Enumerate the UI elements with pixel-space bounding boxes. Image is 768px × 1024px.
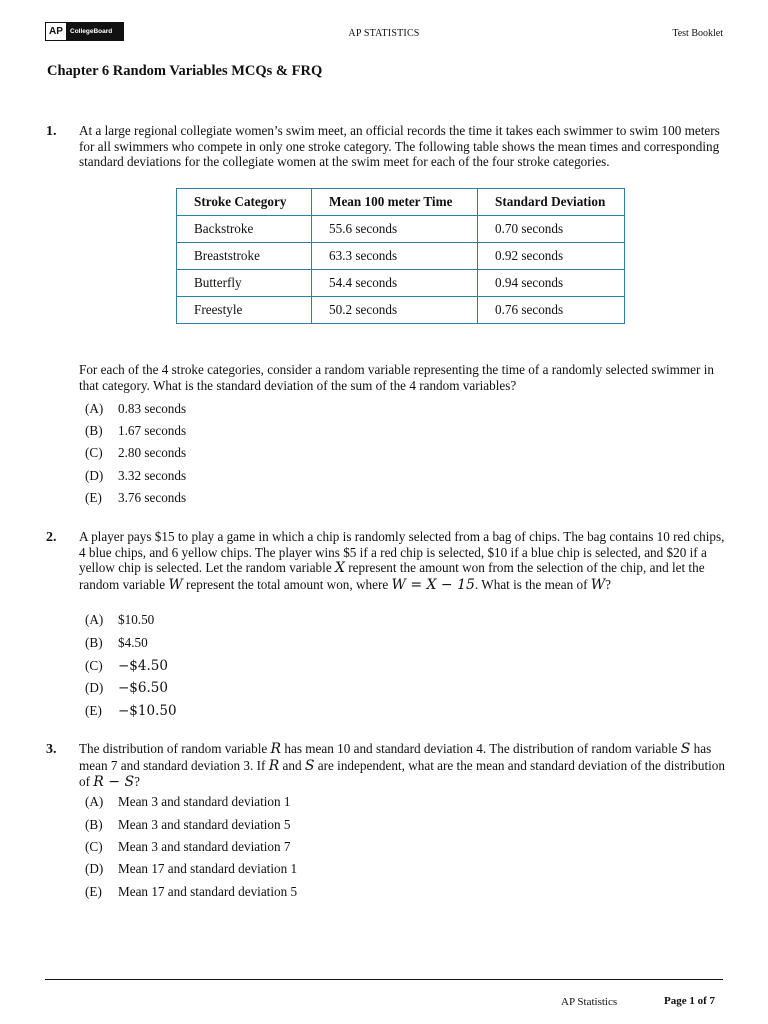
q3-text-part: ? [134, 774, 140, 789]
q2-text-part: A player pays $15 to play a game in which a chip is randomly selected from a bag of chips. The bag contains 10 red chips, 4 blue chips, and 6 yellow chips. The player wins $5 if a red chip is selected, $10 if a blue chip is selected, and $20 if a yellow chip is selected. Let the random variable [79, 529, 725, 575]
q2-option-d[interactable] [85, 680, 168, 696]
table-cell: 0.70 seconds [478, 216, 625, 243]
question-2-text [79, 529, 727, 593]
table-cell: 55.6 seconds [312, 216, 478, 243]
option-text: 3.76 seconds [118, 490, 187, 505]
table-row [177, 216, 625, 243]
header-subject: AP STATISTICS [348, 28, 420, 39]
page-title: Chapter 6 Random Variables MCQs & FRQ [47, 63, 323, 79]
table-cell: 63.3 seconds [312, 243, 478, 270]
option-label: (D) [85, 680, 104, 695]
q1-option-b[interactable] [85, 423, 186, 439]
option-label: (E) [85, 884, 102, 899]
option-label: (A) [85, 794, 104, 809]
option-label: (C) [85, 445, 103, 460]
option-text: Mean 3 and standard deviation 7 [118, 839, 291, 854]
q2-text-part: . What is the mean of [474, 576, 591, 592]
footer-subject: AP Statistics [561, 996, 618, 1008]
option-label: (A) [85, 612, 104, 627]
table-row [177, 270, 625, 297]
header-booklet: Test Booklet [672, 28, 723, 39]
q3-var-s: S [680, 741, 691, 757]
q3-text-part: has mean 7 and standard deviation 3. If [79, 741, 712, 773]
table-cell: 0.94 seconds [478, 270, 625, 297]
q3-option-b[interactable] [85, 817, 291, 833]
q3-var-s2: S [304, 757, 315, 774]
q2-var-w2: W [590, 576, 606, 593]
logo-ap: AP [46, 23, 67, 40]
table-cell: Backstroke [177, 216, 312, 243]
q2-var-w: W [168, 576, 183, 593]
q1-option-a[interactable] [85, 401, 186, 417]
option-label: (D) [85, 861, 104, 876]
option-text: 0.83 seconds [118, 401, 187, 416]
q2-option-a[interactable] [85, 612, 154, 628]
option-text: Mean 17 and standard deviation 1 [118, 861, 298, 876]
q3-text-part: has mean 10 and standard deviation 4. The distribution of random variable [281, 741, 681, 756]
question-1-text: At a large regional collegiate women’s swim meet, an official records the time it takes each swimmer to swim 100 meters for all swimmers who compete in only one stroke category. The following table shows the mean times and corresponding standard deviations for the collegiate women at the swim meet for each of the four stroke categories. [79, 123, 720, 169]
option-text: −$6.50 [118, 680, 168, 696]
table-cell: Butterfly [177, 270, 312, 297]
footer-page-number: Page 1 of 7 [664, 995, 716, 1007]
option-label: (B) [85, 423, 103, 438]
table-row [177, 243, 625, 270]
q3-equation: R − S [93, 774, 135, 790]
q3-var-r: R [270, 741, 282, 757]
table-header-row [177, 189, 625, 216]
option-label: (E) [85, 703, 102, 718]
option-text: $10.50 [118, 612, 155, 627]
q1-option-e[interactable] [85, 490, 186, 506]
question-3-text [79, 741, 727, 791]
option-label: (D) [85, 468, 104, 483]
q2-equation: W = X − 15 [391, 576, 475, 593]
q2-option-e[interactable] [85, 703, 177, 719]
q3-option-e[interactable] [85, 884, 297, 900]
question-3-number: 3. [46, 742, 57, 757]
table-cell: 0.76 seconds [478, 297, 625, 324]
table-row [177, 297, 625, 324]
q2-text-part: represent the total amount won, where [182, 576, 392, 592]
option-text: Mean 3 and standard deviation 1 [118, 794, 291, 809]
q2-var-x: X [334, 560, 345, 576]
table-cell: 54.4 seconds [312, 270, 478, 297]
table-header: Mean 100 meter Time [312, 189, 478, 216]
option-text: 3.32 seconds [118, 468, 187, 483]
table-cell: 50.2 seconds [312, 297, 478, 324]
option-text: $4.50 [118, 635, 148, 650]
q3-text-part: and [279, 757, 305, 773]
table-cell: Freestyle [177, 297, 312, 324]
q2-text-part: represent the amount won from the selection of the chip, and let the random variable [79, 560, 705, 592]
option-text: −$4.50 [118, 658, 168, 674]
q2-text-part: ? [605, 576, 612, 592]
table-cell: Breaststroke [177, 243, 312, 270]
option-label: (B) [85, 817, 103, 832]
q3-option-a[interactable] [85, 794, 291, 810]
stroke-table [176, 188, 625, 324]
option-text: Mean 17 and standard deviation 5 [118, 884, 298, 899]
question-2-number: 2. [46, 530, 57, 545]
option-label: (B) [85, 635, 103, 650]
option-label: (C) [85, 839, 103, 854]
q3-text-part: are independent, what are the mean and standard deviation of the distribution of [79, 757, 725, 789]
q2-option-b[interactable] [85, 635, 148, 651]
table-cell: 0.92 seconds [478, 243, 625, 270]
q2-option-c[interactable] [85, 658, 168, 674]
q1-option-c[interactable] [85, 445, 186, 461]
option-text: 1.67 seconds [118, 423, 187, 438]
question-1-prompt: For each of the 4 stroke categories, consider a random variable representing the time of a randomly selected swimmer in that category. What is the standard deviation of the sum of the 4 random variables? [79, 362, 714, 393]
option-text: −$10.50 [118, 703, 177, 719]
table-header: Standard Deviation [478, 189, 625, 216]
table-header: Stroke Category [177, 189, 312, 216]
option-text: 2.80 seconds [118, 445, 187, 460]
option-label: (A) [85, 401, 104, 416]
q1-option-d[interactable] [85, 468, 186, 484]
q3-text-part: The distribution of random variable [79, 741, 271, 756]
option-label: (C) [85, 658, 103, 673]
question-1-number: 1. [46, 124, 57, 139]
q3-var-r2: R [268, 757, 280, 774]
option-text: Mean 3 and standard deviation 5 [118, 817, 291, 832]
option-label: (E) [85, 490, 102, 505]
q3-option-c[interactable] [85, 839, 291, 855]
q3-option-d[interactable] [85, 861, 297, 877]
logo-collegeboard: CollegeBoard [67, 23, 123, 40]
footer-divider [45, 979, 723, 980]
